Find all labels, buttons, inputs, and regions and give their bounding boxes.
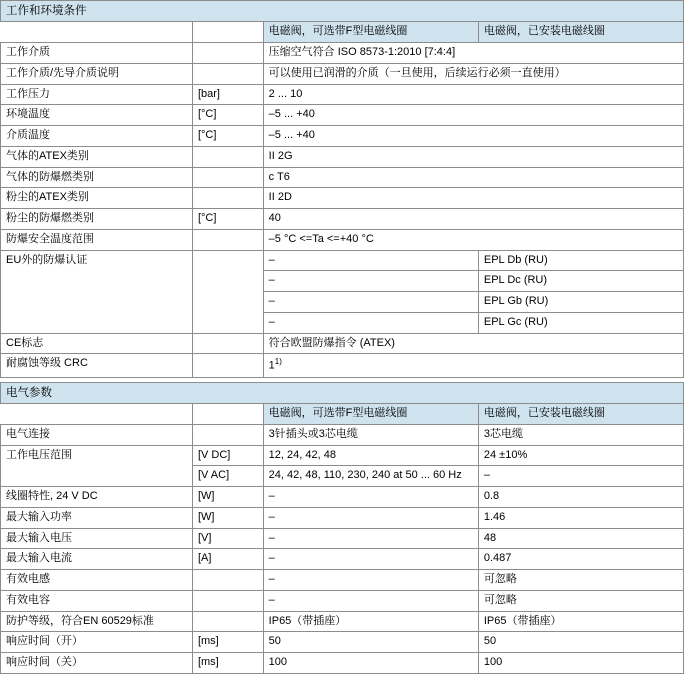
row-value-b: 100: [478, 653, 683, 674]
table-row: [1, 126, 684, 147]
row-label: 介质温度: [1, 126, 193, 147]
row-value-a: –: [263, 549, 478, 570]
row-unit: [ms]: [192, 653, 263, 674]
row-label: 最大输入功率: [1, 507, 193, 528]
row-unit: [192, 43, 263, 64]
row-label: 粉尘的ATEX类别: [1, 188, 193, 209]
row-value-a: 100: [263, 653, 478, 674]
row-label: 工作介质/先导介质说明: [1, 63, 193, 84]
row-label: 气体的ATEX类别: [1, 146, 193, 167]
row-unit: [192, 354, 263, 377]
row-label: 防护等级，符合EN 60529标准: [1, 611, 193, 632]
section-title-electrical: 电气参数: [1, 382, 684, 403]
row-unit: [V DC]: [192, 445, 263, 466]
row-label: 响应时间（开）: [1, 632, 193, 653]
row-label: EU外的防爆认证: [1, 250, 193, 271]
table-row: [1, 333, 684, 354]
row-value-a: II 2D: [263, 188, 683, 209]
row-unit: [ms]: [192, 632, 263, 653]
column-header-row: [1, 22, 684, 43]
row-unit: [bar]: [192, 84, 263, 105]
row-value-a: 12, 24, 42, 48: [263, 445, 478, 466]
row-value-a: 压缩空气符合 ISO 8573-1:2010 [7:4:4]: [263, 43, 683, 64]
row-value-b: –: [478, 466, 683, 487]
header-blank-label: [1, 22, 193, 43]
row-value-a: c T6: [263, 167, 683, 188]
row-value-b: 1.46: [478, 507, 683, 528]
row-value-crc: [263, 354, 683, 377]
row-value-b: 48: [478, 528, 683, 549]
table-row: [1, 611, 684, 632]
row-unit: [V AC]: [192, 466, 263, 487]
crc-value: 1: [268, 360, 275, 373]
row-value-b: 0.487: [478, 549, 683, 570]
row-unit: [A]: [192, 549, 263, 570]
row-value-b: 0.8: [478, 487, 683, 508]
section-title-row: [1, 1, 684, 22]
row-label: 最大输入电压: [1, 528, 193, 549]
table-row: [1, 167, 684, 188]
table-row: [1, 507, 684, 528]
row-value-a: 40: [263, 209, 683, 230]
table-row: [1, 209, 684, 230]
row-value-a: –5 ... +40: [263, 126, 683, 147]
table-row: [1, 292, 684, 313]
section-title-operating: 工作和环境条件: [1, 1, 684, 22]
table-row: [1, 487, 684, 508]
header-blank-unit: [192, 404, 263, 425]
row-value-b: 可忽略: [478, 570, 683, 591]
row-value-a: –: [263, 250, 478, 271]
row-value-a: IP65（带插座）: [263, 611, 478, 632]
row-unit: [°C]: [192, 105, 263, 126]
row-value-b: 50: [478, 632, 683, 653]
row-label: 耐腐蚀等级 CRC: [1, 354, 193, 377]
table-row: [1, 549, 684, 570]
row-unit: [192, 611, 263, 632]
row-label: 防爆安全温度范围: [1, 229, 193, 250]
row-value-a: –: [263, 312, 478, 333]
electrical-data-body: [1, 382, 684, 673]
row-unit: [V]: [192, 528, 263, 549]
row-label: [1, 466, 193, 487]
table-row: [1, 312, 684, 333]
operating-conditions-body: [1, 1, 684, 378]
row-label: [1, 292, 193, 313]
row-unit: [192, 590, 263, 611]
row-unit: [192, 250, 263, 271]
header-blank-label: [1, 404, 193, 425]
row-value-a: 24, 42, 48, 110, 230, 240 at 50 ... 60 Hz: [263, 466, 478, 487]
electrical-data-table: [0, 382, 684, 674]
row-unit: [°C]: [192, 209, 263, 230]
table-row: [1, 146, 684, 167]
row-value-a: 50: [263, 632, 478, 653]
row-unit: [192, 167, 263, 188]
row-value-b: EPL Gb (RU): [478, 292, 683, 313]
table-row: [1, 590, 684, 611]
row-value-b: EPL Dc (RU): [478, 271, 683, 292]
row-value-b: 3芯电缆: [478, 424, 683, 445]
row-value-a: –5 °C <=Ta <=+40 °C: [263, 229, 683, 250]
header-col-b: 电磁阀，已安装电磁线圈: [478, 22, 683, 43]
row-unit: [192, 63, 263, 84]
row-value-a: –: [263, 271, 478, 292]
row-unit: [192, 424, 263, 445]
row-label: 最大输入电流: [1, 549, 193, 570]
row-label: 工作压力: [1, 84, 193, 105]
header-blank-unit: [192, 22, 263, 43]
table-row: [1, 229, 684, 250]
row-unit: [192, 333, 263, 354]
row-label: 气体的防爆燃类别: [1, 167, 193, 188]
row-value-a: 2 ... 10: [263, 84, 683, 105]
row-label: 线圈特性, 24 V DC: [1, 487, 193, 508]
row-label: 电气连接: [1, 424, 193, 445]
table-row: [1, 445, 684, 466]
row-unit: [192, 146, 263, 167]
row-value-a: 3针插头或3芯电缆: [263, 424, 478, 445]
table-row: [1, 424, 684, 445]
row-unit: [W]: [192, 487, 263, 508]
header-col-b: 电磁阀，已安装电磁线圈: [478, 404, 683, 425]
row-value-a: 可以使用已润滑的介质（一旦使用，后续运行必须一直使用）: [263, 63, 683, 84]
row-label: [1, 271, 193, 292]
table-row: [1, 105, 684, 126]
row-value-a: –: [263, 487, 478, 508]
table-row: [1, 63, 684, 84]
row-label: 工作介质: [1, 43, 193, 64]
row-label: CE标志: [1, 333, 193, 354]
table-row: [1, 43, 684, 64]
header-col-a: 电磁阀，可选带F型电磁线圈: [263, 22, 478, 43]
table-row: [1, 250, 684, 271]
row-value-b: IP65（带插座）: [478, 611, 683, 632]
row-unit: [°C]: [192, 126, 263, 147]
table-row: [1, 528, 684, 549]
row-unit: [192, 188, 263, 209]
row-unit: [192, 271, 263, 292]
table-row: [1, 354, 684, 377]
section-title-row: [1, 382, 684, 403]
row-value-a: –: [263, 528, 478, 549]
row-value-b: 可忽略: [478, 590, 683, 611]
row-label: 有效电容: [1, 590, 193, 611]
row-value-b: EPL Db (RU): [478, 250, 683, 271]
row-label: 有效电感: [1, 570, 193, 591]
table-row: [1, 84, 684, 105]
row-unit: [192, 229, 263, 250]
table-row: [1, 188, 684, 209]
column-header-row: [1, 404, 684, 425]
row-label: 工作电压范围: [1, 445, 193, 466]
table-row: [1, 570, 684, 591]
row-unit: [W]: [192, 507, 263, 528]
table-row: [1, 466, 684, 487]
row-value-a: –: [263, 507, 478, 528]
crc-footnote-marker: 1): [274, 357, 282, 367]
row-unit: [192, 292, 263, 313]
header-col-a: 电磁阀，可选带F型电磁线圈: [263, 404, 478, 425]
table-row: [1, 653, 684, 674]
table-row: [1, 632, 684, 653]
row-value-b: EPL Gc (RU): [478, 312, 683, 333]
row-value-a: –: [263, 570, 478, 591]
row-unit: [192, 312, 263, 333]
row-label: 环境温度: [1, 105, 193, 126]
row-label: 粉尘的防爆燃类别: [1, 209, 193, 230]
row-value-b: 24 ±10%: [478, 445, 683, 466]
row-value-a: 符合欧盟防爆指令 (ATEX): [263, 333, 683, 354]
row-value-a: –: [263, 590, 478, 611]
row-label: [1, 312, 193, 333]
table-row: [1, 271, 684, 292]
row-value-a: II 2G: [263, 146, 683, 167]
row-unit: [192, 570, 263, 591]
row-value-a: –: [263, 292, 478, 313]
row-label: 响应时间（关）: [1, 653, 193, 674]
row-value-a: –5 ... +40: [263, 105, 683, 126]
